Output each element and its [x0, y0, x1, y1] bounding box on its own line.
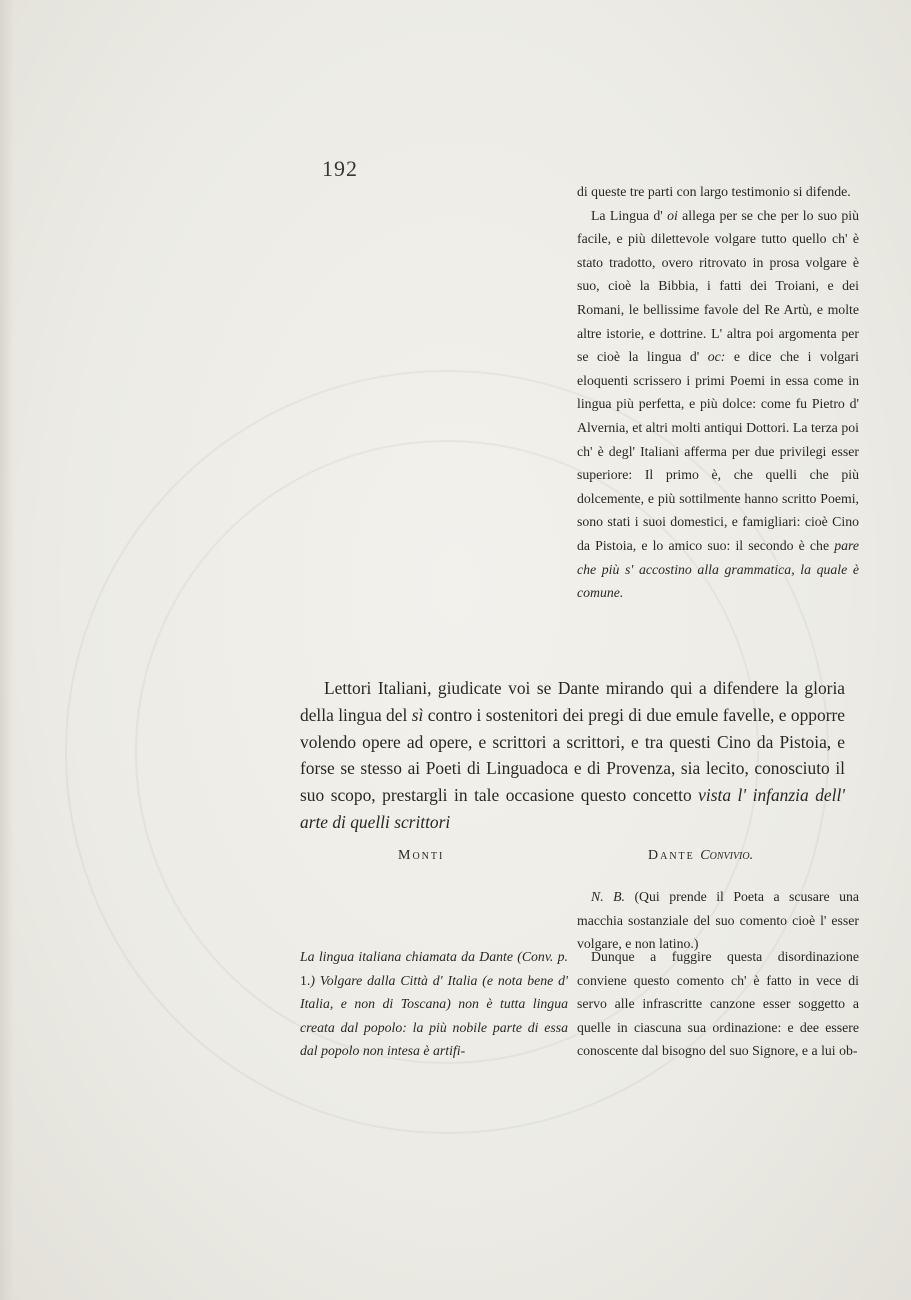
text-run: (Qui prende il Poeta a scusare una macchia sostanziale del suo comento cioè l' esser volgare, e non latino.) [577, 889, 860, 952]
convivio-column [577, 945, 859, 1063]
reference-number: 1. [300, 972, 311, 988]
lingua-oc-term: oc: [707, 349, 726, 365]
heading-monti: Monti [398, 848, 445, 863]
heading-work: Convivio. [700, 848, 754, 863]
text-run: allega per se che per lo suo più facile, e più dilettevole volgare tutto quello ch' è stato tradotto, overo ritrovato in prosa volgare è suo, cioè la Bibbia, i fatti dei Troiani, e dei Romani, le bellissime favole del Re Artù, e molte altre istorie, e dottrine. L' altra poi argomenta per se cioè la lingua d' [577, 207, 859, 365]
nb-label: N. B. [591, 889, 625, 904]
convivio-paragraph: Dunque a fuggire questa disordinazione conviene questo comento ch' è fatto in vece di servo alle infrascritte canzone esser soggetto a quelle in ciascuna sua ordinazione: e dee essere conoscente dal bisogno del suo Signore, e a lui ob- [577, 949, 859, 1059]
page-number: 192 [322, 156, 358, 181]
text-run: contro i sostenitori dei pregi di due emule favelle, e opporre volendo opere ad opere, e scrittori a scrittori, e tra questi Cino da Pistoia, e forse se stesso ai Poeti di Linguadoca e di Provenza, sia lecito, conosciuto il suo scopo, prestargli in tale occasione questo concetto [300, 704, 845, 806]
heading-dante-convivio [648, 848, 753, 864]
monti-column [300, 945, 568, 1063]
main-quote: vista l' infanzia dell' arte di quelli scrittori [300, 785, 845, 832]
top-right-text [577, 180, 859, 605]
main-paragraph [300, 675, 845, 836]
dante-quote: pare che più s' accostino alla grammatica, la quale è comune. [577, 537, 859, 601]
page-edge-shadow [0, 0, 14, 1300]
text-run: La lingua italiana chiamata da Dante (Conv. p. [300, 949, 568, 964]
heading-author: Dante [648, 848, 695, 863]
si-term: sì [411, 704, 424, 725]
text-run: La Lingua d' [591, 207, 668, 223]
lingua-oi-term: oi [667, 207, 678, 223]
top-right-paragraph-1: di queste tre parti con largo testimonio si difende. [577, 184, 851, 199]
top-right-paragraph-2 [577, 204, 859, 605]
text-run: ) Volgare dalla Città d' Italia (e nota bene d' Italia, e non di Toscana) non è tutta lingua creata dal popolo: la più nobile parte di essa dal popolo non intesa è artifi- [300, 972, 568, 1059]
text-run: Lettori Italiani, giudicate voi se Dante mirando qui a difendere la gloria della lingua del [300, 678, 845, 725]
text-run: e dice che i volgari eloquenti scrissero i primi Poemi in essa come in lingua più perfetta, e più dolce: come fu Pietro d' Alvernia, et altri molti antiqui Dottori. La terza poi ch' è degl' Italiani afferma per due privilegi esser superiore: Il primo è, che quelli che più dolcemente, e più sottilmente hanno scritto Poemi, sono stati i suoi domestici, e famigliari: cioè Cino da Pistoia, e lo amico suo: il secondo è che [577, 349, 859, 553]
